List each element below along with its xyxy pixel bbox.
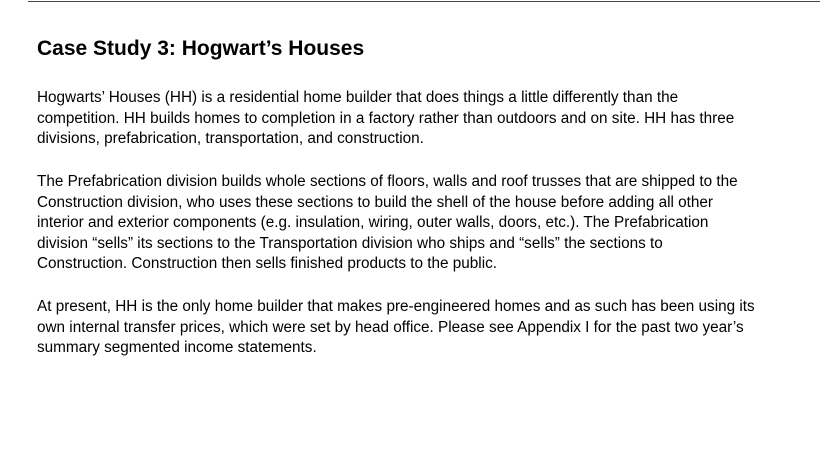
text-line: divisions, prefabrication, transportation, and construction.: [37, 130, 424, 147]
case-study-title: Case Study 3: Hogwart’s Houses: [37, 37, 365, 60]
top-rule: [28, 1, 820, 2]
text-line: The Prefabrication division builds whole sections of floors, walls and roof trusses that are shipped to the: [37, 173, 738, 190]
text-line: own internal transfer prices, which were set by head office. Please see Appendix I for the past two year’s: [37, 318, 744, 336]
paragraph-prefabrication: [37, 172, 738, 275]
text-line: Construction. Construction then sells finished products to the public.: [37, 255, 498, 272]
paragraph-transfer-prices: [37, 297, 755, 359]
text-line: Construction division, who uses these sections to build the shell of the house before adding all other: [37, 193, 714, 211]
text-line: summary segmented income statements.: [37, 339, 317, 356]
paragraph-intro: [37, 88, 734, 150]
text-line: division “sells” its sections to the Transportation division who ships and “sells” the sections to: [37, 234, 663, 252]
text-line: competition. HH builds homes to completion in a factory rather than outdoors and on site. HH has three: [37, 109, 735, 127]
text-line: At present, HH is the only home builder that makes pre-engineered homes and as such has been using its: [37, 298, 755, 315]
text-line: interior and exterior components (e.g. insulation, wiring, outer walls, doors, etc.). The Prefabrication: [37, 214, 709, 231]
text-line: Hogwarts’ Houses (HH) is a residential home builder that does things a little differently than the: [37, 89, 679, 106]
document-body: [37, 36, 820, 356]
